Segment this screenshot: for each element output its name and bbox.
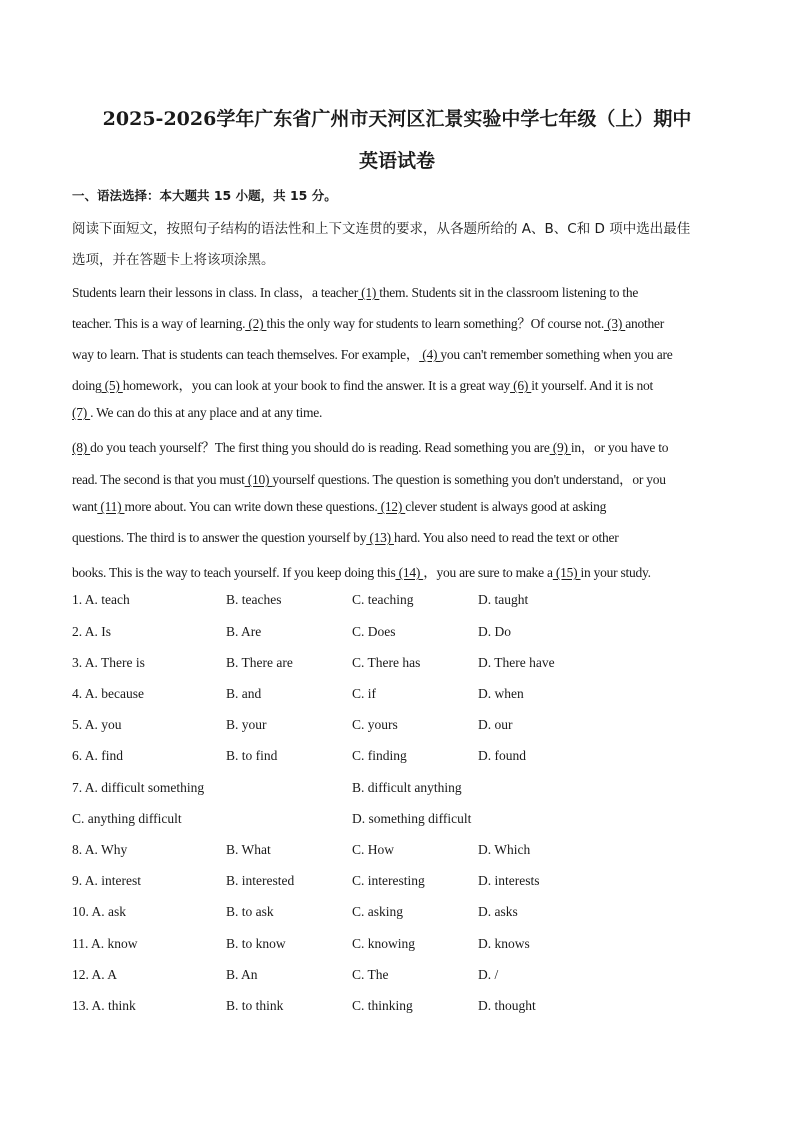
passage-text: questions. The third is to answer the question yourself by (72, 530, 367, 545)
passage-line (72, 468, 732, 488)
option-a: 7. A. difficult something (72, 780, 205, 795)
option-c: C. knowing (352, 936, 416, 951)
passage-text: another (625, 316, 665, 331)
question-row (72, 655, 732, 675)
blank-5: (5) (101, 378, 123, 393)
option-d: D. our (478, 717, 513, 732)
instruction-line: 选项，并在答题卡上将该项涂黑。 (72, 252, 275, 268)
question-row (72, 904, 732, 924)
option-b: B. What (226, 842, 271, 857)
option-a: 10. A. ask (72, 904, 126, 919)
question-row (72, 873, 732, 893)
passage-line (72, 405, 732, 421)
passage-text: clever student is always good at asking (405, 499, 607, 514)
passage-line (72, 343, 732, 363)
passage-text: do you teach yourself？The first thing you should do is reading. Read something you are (90, 440, 550, 455)
section-heading: 一、语法选择：本大题共 15 小题，共 15 分。 (72, 188, 337, 203)
blank-11: (11) (97, 499, 125, 514)
question-row (72, 624, 732, 644)
option-c: C. teaching (352, 592, 414, 607)
option-a: 6. A. find (72, 748, 124, 763)
passage-text: want (72, 499, 98, 514)
question-row (72, 780, 732, 800)
passage-text: homework，you can look at your book to find the answer. It is a great way (122, 378, 511, 393)
option-c: C. How (352, 842, 395, 857)
option-b: B. interested (226, 873, 295, 888)
option-c: C. yours (352, 717, 398, 732)
passage-line (72, 281, 732, 301)
question-row (72, 717, 732, 737)
passage-text: read. The second is that you must (72, 472, 245, 487)
passage-text: . We can do this at any place and at any time. (90, 405, 323, 420)
passage-text: more about. You can write down these questions. (124, 499, 378, 514)
option-a: 3. A. There is (72, 655, 145, 670)
option-b: B. to know (226, 936, 286, 951)
question-row (72, 967, 732, 987)
question-row (72, 998, 732, 1018)
option-d: D. thought (478, 998, 536, 1013)
passage-text: Students learn their lessons in class. In class，a teacher (72, 285, 359, 300)
instruction-line: 阅读下面短文，按照句子结构的语法性和上下文连贯的要求，从各题所给的 A、B、C和 D 项中选出最佳 (72, 221, 691, 237)
option-b: B. to find (226, 748, 278, 763)
option-a: 9. A. interest (72, 873, 141, 888)
option-c: C. finding (352, 748, 407, 763)
option-a: 1. A. teach (72, 592, 130, 607)
blank-10: (10) (244, 472, 273, 487)
passage-line (72, 312, 732, 332)
option-b: B. There are (226, 655, 293, 670)
blank-13: (13) (366, 530, 394, 545)
option-d: D. found (478, 748, 526, 763)
option-c: C. thinking (352, 998, 413, 1013)
option-d: D. knows (478, 936, 530, 951)
passage-text: it yourself. And it is not (531, 378, 654, 393)
option-d: D. / (478, 967, 499, 982)
option-a: 5. A. you (72, 717, 122, 732)
option-d: D. something difficult (352, 811, 472, 826)
passage-text: them. Students sit in the classroom listening to the (379, 285, 639, 300)
option-a: 11. A. know (72, 936, 138, 951)
passage-text: way to learn. That is students can teach themselves. For example， (72, 347, 420, 362)
option-b: B. An (226, 967, 258, 982)
question-row (72, 686, 732, 706)
exam-title: 2025-2026学年广东省广州市天河区汇景实验中学七年级（上）期中 (102, 108, 692, 130)
passage-text: in，or you have to (570, 440, 669, 455)
blank-8: (8) (72, 440, 91, 455)
option-b: B. teaches (226, 592, 282, 607)
option-a: 12. A. A (72, 967, 118, 982)
passage-text: this the only way for students to learn something？Of course not. (266, 316, 605, 331)
option-c: C. Does (352, 624, 396, 639)
option-d: D. asks (478, 904, 518, 919)
blank-2: (2) (245, 316, 267, 331)
passage-line (72, 374, 732, 394)
option-a: 13. A. think (72, 998, 136, 1013)
option-c: C. interesting (352, 873, 425, 888)
passage-text: hard. You also need to read the text or other (393, 530, 619, 545)
option-d: D. Which (478, 842, 531, 857)
question-row (72, 748, 732, 768)
option-c: C. asking (352, 904, 404, 919)
option-b: B. your (226, 717, 267, 732)
passage-line (72, 561, 732, 581)
passage-text: ，you are sure to make a (423, 565, 553, 580)
option-d: D. There have (478, 655, 555, 670)
exam-subtitle: 英语试卷 (358, 150, 435, 172)
blank-12: (12) (377, 499, 406, 514)
question-row (72, 811, 732, 831)
blank-15: (15) (552, 565, 581, 580)
option-c: C. There has (352, 655, 421, 670)
option-b: B. and (226, 686, 262, 701)
question-row (72, 842, 732, 862)
option-a: 2. A. Is (72, 624, 112, 639)
option-a: 4. A. because (72, 686, 144, 701)
passage-text: in your study. (580, 565, 651, 580)
option-d: D. when (478, 686, 524, 701)
blank-7: (7) (72, 405, 91, 420)
passage-text: doing (72, 378, 102, 393)
option-a: 8. A. Why (72, 842, 128, 857)
option-c: C. if (352, 686, 377, 701)
blank-1: (1) (358, 285, 380, 300)
option-c: C. anything difficult (72, 811, 182, 826)
option-d: D. Do (478, 624, 511, 639)
blank-14: (14) (395, 565, 424, 580)
option-c: C. The (352, 967, 389, 982)
passage-text: books. This is the way to teach yourself. If you keep doing this (72, 565, 396, 580)
option-b: B. to ask (226, 904, 274, 919)
passage-line (72, 499, 732, 515)
blank-3: (3) (604, 316, 626, 331)
option-b: B. Are (226, 624, 262, 639)
question-row (72, 592, 732, 612)
passage-text: teacher. This is a way of learning. (72, 316, 246, 331)
blank-4: (4) (419, 347, 441, 362)
blank-9: (9) (549, 440, 571, 455)
passage-line (72, 436, 732, 456)
passage-text: you can't remember something when you are (440, 347, 673, 362)
option-d: D. interests (478, 873, 540, 888)
question-row (72, 936, 732, 956)
option-b: B. to think (226, 998, 284, 1013)
option-b: B. difficult anything (352, 780, 462, 795)
blank-6: (6) (510, 378, 532, 393)
option-d: D. taught (478, 592, 529, 607)
passage-text: yourself questions. The question is something you don't understand，or you (272, 472, 666, 487)
passage-line (72, 530, 732, 546)
